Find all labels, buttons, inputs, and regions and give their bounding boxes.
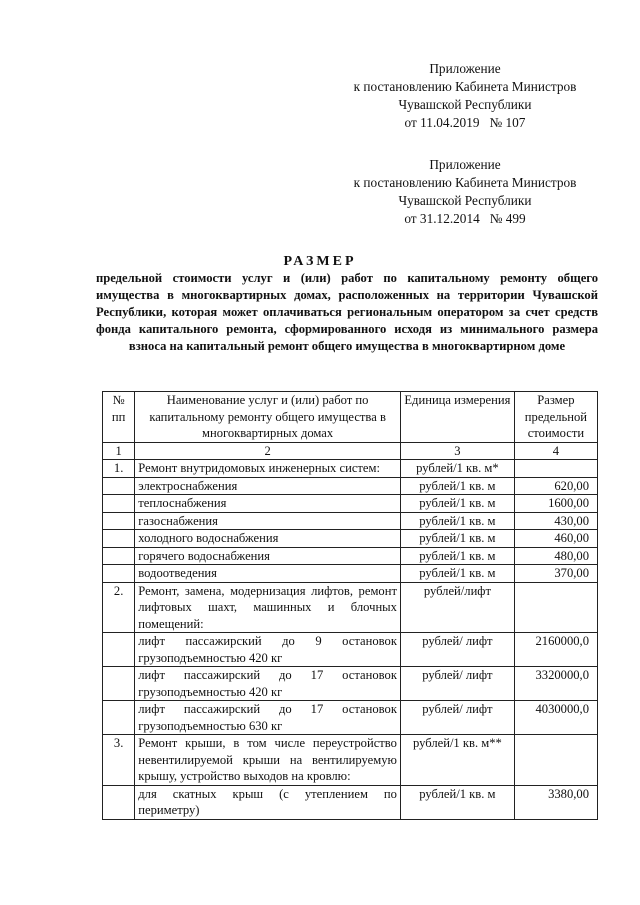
table-row bbox=[103, 701, 598, 735]
row-unit: рублей/1 кв. м bbox=[400, 565, 514, 583]
row-number bbox=[103, 512, 135, 530]
row-number bbox=[103, 565, 135, 583]
row-unit: рублей/1 кв. м bbox=[400, 547, 514, 565]
row-unit: рублей/ лифт bbox=[400, 633, 514, 667]
row-number bbox=[103, 785, 135, 819]
table-row bbox=[103, 495, 598, 513]
row-max-cost: 1600,00 bbox=[514, 495, 597, 513]
row-service-name: водоотведения bbox=[135, 565, 401, 583]
row-unit: рублей/1 кв. м bbox=[400, 512, 514, 530]
cost-table bbox=[102, 391, 598, 820]
row-unit: рублей/1 кв. м bbox=[400, 477, 514, 495]
header-max-cost: Размер предельной стоимости bbox=[514, 392, 597, 443]
table-row bbox=[103, 785, 598, 819]
document-subtitle: предельной стоимости услуг и (или) работ по капитальному ремонту общего имущества в многоквартирных домах, расположенных на территории Чувашской Республики, которая может оплачиваться региональным оператором за счет средств фонда капитального ремонта, сформированного исходя из минимального размера взноса на капитальный ремонт общего имущества в многоквартирном доме bbox=[96, 271, 598, 353]
row-service-name: Ремонт крыши, в том числе переустройство невентилируемой крыши на вентилируемую крышу, устройство выходов на кровлю: bbox=[135, 735, 401, 786]
column-number: 3 bbox=[400, 442, 514, 460]
row-service-name: лифт пассажирский до 17 остановок грузоподъемностью 420 кг bbox=[135, 667, 401, 701]
row-unit: рублей/1 кв. м bbox=[400, 495, 514, 513]
appendix-block-2 bbox=[300, 156, 630, 228]
row-max-cost: 620,00 bbox=[514, 477, 597, 495]
row-unit: рублей/1 кв. м** bbox=[400, 735, 514, 786]
table-row bbox=[103, 547, 598, 565]
row-service-name: электроснабжения bbox=[135, 477, 401, 495]
table-row bbox=[103, 735, 598, 786]
appendix-block-1 bbox=[300, 60, 630, 132]
row-unit: рублей/ лифт bbox=[400, 667, 514, 701]
row-unit: рублей/лифт bbox=[400, 582, 514, 633]
appendix-1-republic: Чувашской Республики bbox=[398, 97, 532, 112]
appendix-1-resolution: к постановлению Кабинета Министров bbox=[353, 79, 577, 94]
row-unit: рублей/1 кв. м bbox=[400, 785, 514, 819]
row-max-cost: 430,00 bbox=[514, 512, 597, 530]
row-max-cost: 4030000,0 bbox=[514, 701, 597, 735]
row-max-cost bbox=[514, 460, 597, 478]
row-number bbox=[103, 477, 135, 495]
table-row bbox=[103, 477, 598, 495]
table-body bbox=[103, 460, 598, 820]
row-service-name: Ремонт внутридомовых инженерных систем: bbox=[135, 460, 401, 478]
row-service-name: Ремонт, замена, модернизация лифтов, ремонт лифтовых шахт, машинных и блочных помещений: bbox=[135, 582, 401, 633]
column-number: 2 bbox=[135, 442, 401, 460]
row-max-cost: 3320000,0 bbox=[514, 667, 597, 701]
row-service-name: холодного водоснабжения bbox=[135, 530, 401, 548]
header-unit: Единица измерения bbox=[400, 392, 514, 443]
appendix-2-resolution: к постановлению Кабинета Министров bbox=[353, 175, 577, 190]
row-service-name: теплоснабжения bbox=[135, 495, 401, 513]
column-number: 1 bbox=[103, 442, 135, 460]
table-row bbox=[103, 582, 598, 633]
row-number bbox=[103, 667, 135, 701]
appendix-2-label: Приложение bbox=[429, 157, 501, 172]
table-row bbox=[103, 512, 598, 530]
appendix-1-label: Приложение bbox=[429, 61, 501, 76]
row-unit: рублей/ лифт bbox=[400, 701, 514, 735]
row-service-name: лифт пассажирский до 9 остановок грузоподъемностью 420 кг bbox=[135, 633, 401, 667]
row-max-cost bbox=[514, 582, 597, 633]
table-row bbox=[103, 633, 598, 667]
row-unit: рублей/1 кв. м* bbox=[400, 460, 514, 478]
row-service-name: лифт пассажирский до 17 остановок грузоподъемностью 630 кг bbox=[135, 701, 401, 735]
table-row bbox=[103, 460, 598, 478]
header-number: № пп bbox=[103, 392, 135, 443]
row-number bbox=[103, 701, 135, 735]
row-max-cost: 480,00 bbox=[514, 547, 597, 565]
row-service-name: газоснабжения bbox=[135, 512, 401, 530]
appendix-1-date: от 11.04.2019 № 107 bbox=[404, 115, 526, 130]
table-row bbox=[103, 565, 598, 583]
row-number: 2. bbox=[103, 582, 135, 633]
row-unit: рублей/1 кв. м bbox=[400, 530, 514, 548]
row-number: 1. bbox=[103, 460, 135, 478]
appendix-2-republic: Чувашской Республики bbox=[398, 193, 532, 208]
table-row bbox=[103, 667, 598, 701]
row-max-cost: 370,00 bbox=[514, 565, 597, 583]
table-header-row bbox=[103, 392, 598, 443]
appendix-2-date: от 31.12.2014 № 499 bbox=[404, 211, 526, 226]
row-number bbox=[103, 495, 135, 513]
document-title: РАЗМЕР bbox=[283, 254, 357, 269]
row-service-name: для скатных крыш (с утеплением по периметру) bbox=[135, 785, 401, 819]
row-max-cost: 2160000,0 bbox=[514, 633, 597, 667]
row-number bbox=[103, 547, 135, 565]
table-column-numbers-row bbox=[103, 442, 598, 460]
column-number: 4 bbox=[514, 442, 597, 460]
row-number bbox=[103, 530, 135, 548]
row-max-cost bbox=[514, 735, 597, 786]
row-number: 3. bbox=[103, 735, 135, 786]
row-max-cost: 3380,00 bbox=[514, 785, 597, 819]
row-service-name: горячего водоснабжения bbox=[135, 547, 401, 565]
table-row bbox=[103, 530, 598, 548]
row-number bbox=[103, 633, 135, 667]
header-service-name: Наименование услуг и (или) работ по капитальному ремонту общего имущества в многоквартирных домах bbox=[135, 392, 401, 443]
row-max-cost: 460,00 bbox=[514, 530, 597, 548]
